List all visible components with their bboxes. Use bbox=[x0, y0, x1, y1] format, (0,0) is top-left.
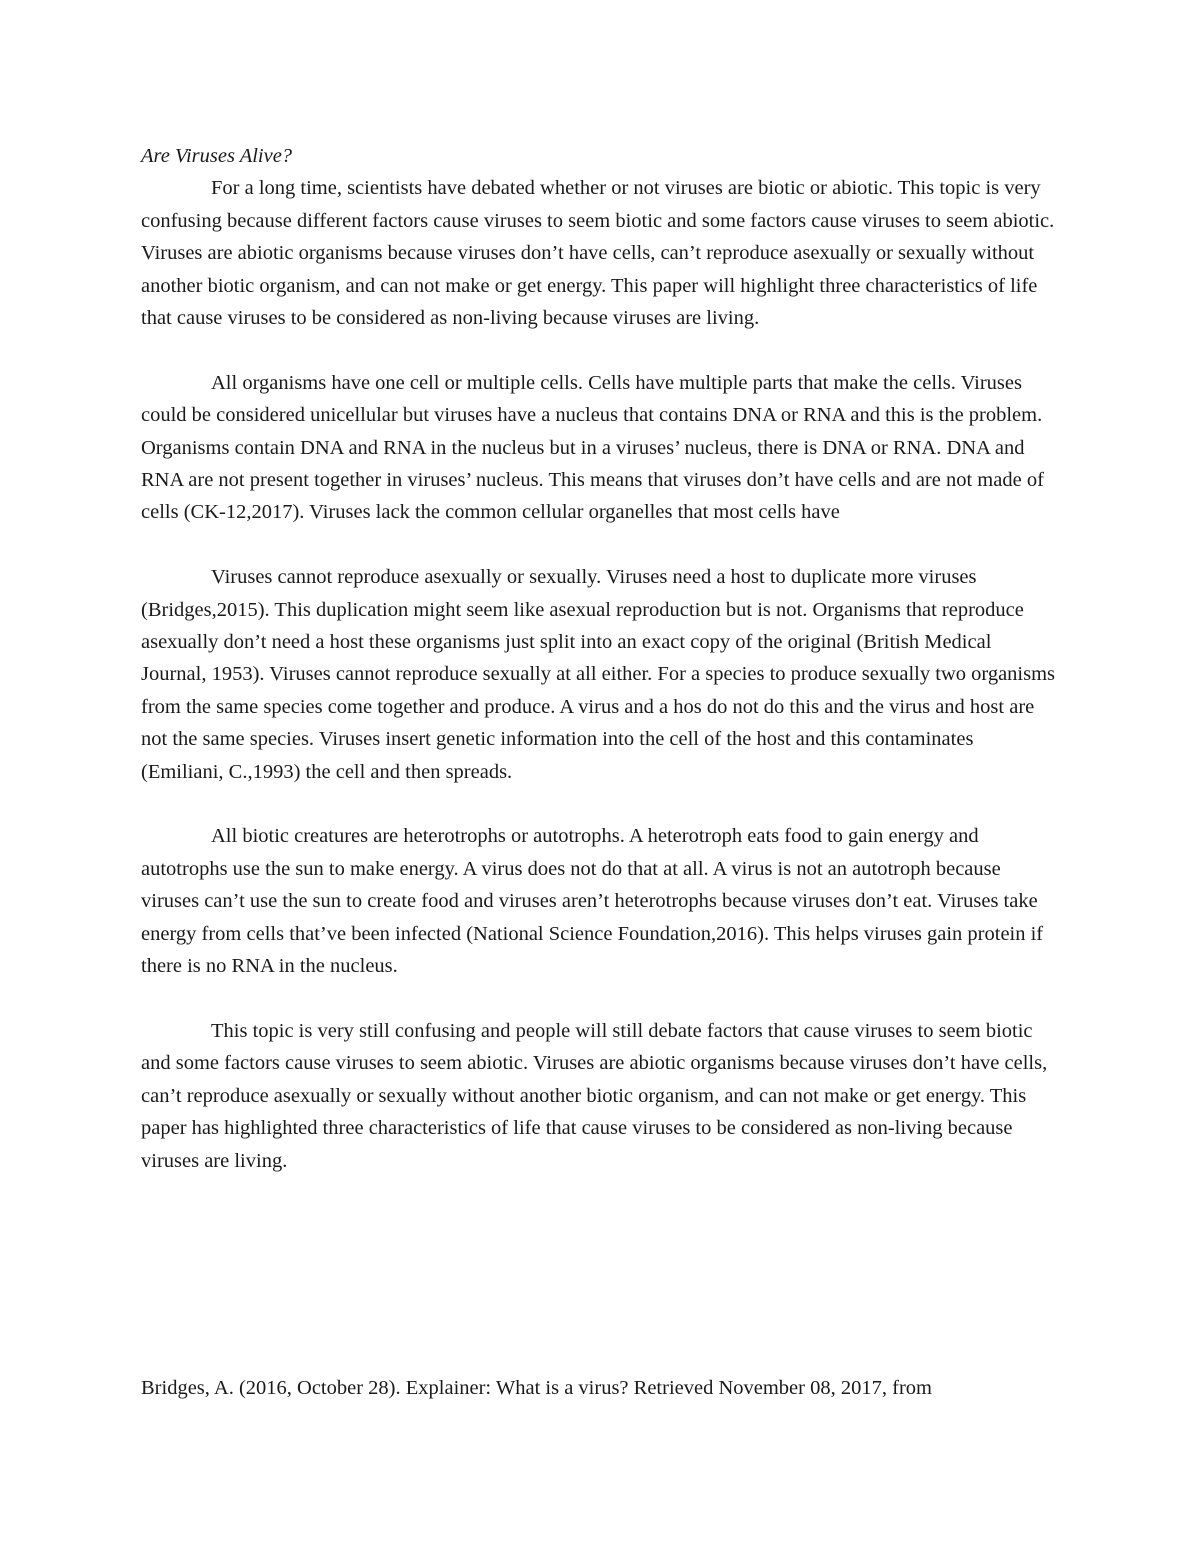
document-body bbox=[141, 140, 1059, 1177]
paragraph-cells: All organisms have one cell or multiple cells. Cells have multiple parts that make the cells. Viruses could be considered unicellular but viruses have a nucleus that contains DNA or RNA and this is the problem. Organisms contain DNA and RNA in the nucleus but in a viruses’ nucleus, there is DNA or RNA. DNA and RNA are not present together in viruses’ nucleus. This means that viruses don’t have cells and are not made of cells (CK-12,2017). Viruses lack the common cellular organelles that most cells have bbox=[141, 371, 1044, 524]
paragraph-reproduction: Viruses cannot reproduce asexually or sexually. Viruses need a host to duplicate more viruses (Bridges,2015). This duplication might seem like asexual reproduction but is not. Organisms that reproduce asexually don’t need a host these organisms just split into an exact copy of the original (British Medical Journal, 1953). Viruses cannot reproduce sexually at all either. For a species to produce sexually two organisms from the same species come together and produce. A virus and a hos do not do this and the virus and host are not the same species. Viruses insert genetic information into the cell of the host and this contaminates (Emiliani, C.,1993) the cell and then spreads. bbox=[141, 566, 1056, 783]
paragraph-conclusion: This topic is very still confusing and people will still debate factors that cause viruses to seem biotic and some factors cause viruses to seem abiotic. Viruses are abiotic organisms because viruses don’t have cells, can’t reproduce asexually or sexually without another biotic organism, and can not make or get energy. This paper has highlighted three characteristics of life that cause viruses to be considered as non-living because viruses are living. bbox=[141, 1019, 1048, 1172]
paragraph-energy: All biotic creatures are heterotrophs or autotrophs. A heterotroph eats food to gain energy and autotrophs use the sun to make energy. A virus does not do that at all. A virus is not an autotroph because viruses can’t use the sun to create food and viruses aren’t heterotrophs because viruses don’t eat. Viruses take energy from cells that’ve been infected (National Science Foundation,2016). This helps viruses gain protein if there is no RNA in the nucleus. bbox=[141, 825, 1044, 978]
document-title: Are Viruses Alive? bbox=[141, 145, 293, 167]
reference-entry: Bridges, A. (2016, October 28). Explainer: What is a virus? Retrieved November 08, 2017, from bbox=[141, 1377, 932, 1399]
paragraph-introduction: For a long time, scientists have debated whether or not viruses are biotic or abiotic. This topic is very confusing because different factors cause viruses to seem biotic and some factors cause viruses to seem abiotic. Viruses are abiotic organisms because viruses don’t have cells, can’t reproduce asexually or sexually without another biotic organism, and can not make or get energy. This paper will highlight three characteristics of life that cause viruses to be considered as non-living because viruses are living. bbox=[141, 177, 1055, 330]
